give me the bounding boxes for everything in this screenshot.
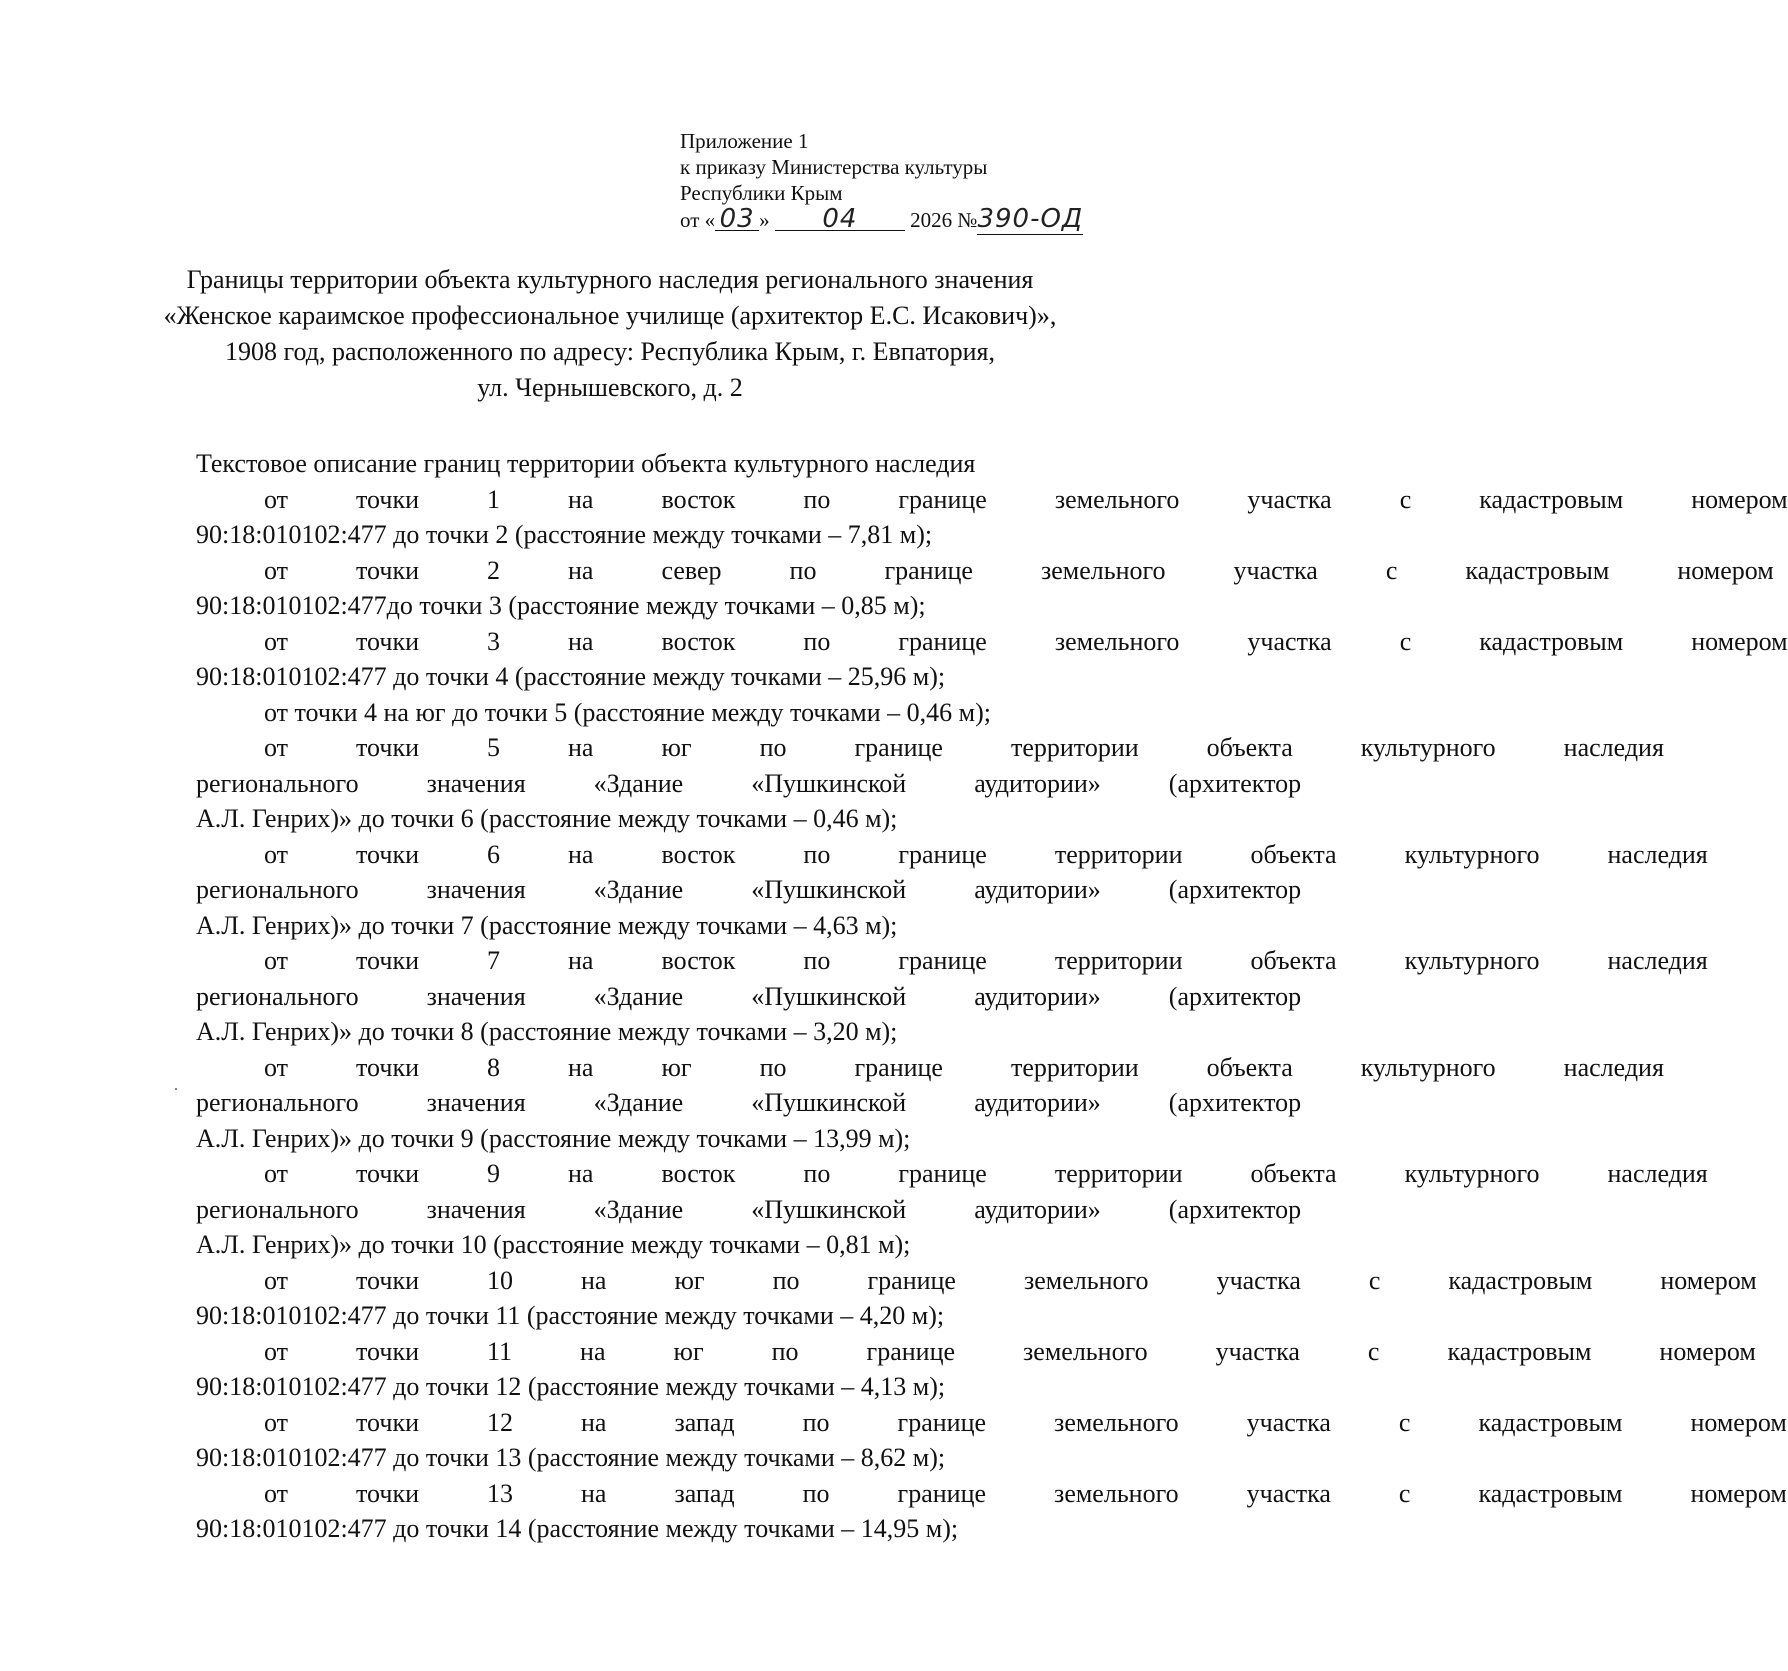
word: границе <box>897 1478 987 1508</box>
word: восток <box>661 839 736 869</box>
word: земельного <box>1040 555 1166 585</box>
boundary-paragraph <box>128 1156 1708 1263</box>
word: от <box>264 555 289 585</box>
word: земельного <box>1054 626 1180 656</box>
boundary-paragraph <box>128 1334 1756 1405</box>
word: 13 <box>487 1478 513 1508</box>
boundary-paragraph <box>128 624 1788 695</box>
word: границе <box>854 733 943 762</box>
word: по <box>803 839 831 869</box>
word: аудитории» <box>974 981 1101 1011</box>
word: по <box>759 733 787 762</box>
word: с <box>1399 484 1412 514</box>
word: восток <box>661 626 736 656</box>
word: культурного <box>1404 946 1540 975</box>
scan-speck <box>175 1088 177 1090</box>
word: номером <box>1691 484 1788 514</box>
word: участка <box>1246 1478 1331 1508</box>
word: наследия <box>1607 1159 1708 1188</box>
boundary-paragraph <box>128 1263 1757 1334</box>
word: на <box>568 1159 594 1188</box>
word: от <box>264 484 289 514</box>
word: территории <box>1010 1052 1139 1082</box>
paragraph-line: А.Л. Генрих)» до точки 6 (расстояние между точками – 0,46 м); <box>196 804 898 833</box>
word: восток <box>661 1159 736 1188</box>
paragraph-line-justified <box>128 1050 1664 1086</box>
word: номером <box>1660 1265 1757 1295</box>
paragraph-line-justified <box>128 624 1788 660</box>
word: (архитектор <box>1168 875 1302 904</box>
word: восток <box>661 946 736 975</box>
word: 2 <box>487 555 500 585</box>
paragraph-line: 90:18:010102:477 до точки 13 (расстояние между точками – 8,62 м); <box>196 1443 946 1472</box>
word: на <box>581 1478 607 1508</box>
word: кадастровым <box>1478 1478 1623 1508</box>
word: на <box>568 484 594 514</box>
paragraph-line: 90:18:010102:477до точки 3 (расстояние между точками – 0,85 м); <box>196 591 926 620</box>
boundary-paragraph <box>128 1050 1664 1157</box>
word: на <box>580 1336 606 1366</box>
word: 6 <box>487 839 500 869</box>
word: кадастровым <box>1448 1265 1593 1295</box>
word: (архитектор <box>1168 1194 1302 1224</box>
word: с <box>1398 1407 1411 1437</box>
word: границе <box>898 839 987 869</box>
word: земельного <box>1054 1478 1179 1508</box>
word: участка <box>1247 626 1332 656</box>
paragraph-line: 90:18:010102:477 до точки 4 (расстояние между точками – 25,96 м); <box>196 662 946 691</box>
word: наследия <box>1607 839 1708 869</box>
word: номером <box>1691 626 1788 656</box>
word: юг <box>674 1265 705 1295</box>
paragraph-line: 90:18:010102:477 до точки 12 (расстояние между точками – 4,13 м); <box>196 1372 946 1401</box>
word: кадастровым <box>1479 626 1624 656</box>
word: номером <box>1690 1407 1787 1437</box>
word: объекта <box>1250 1159 1337 1188</box>
appendix-date-line <box>680 206 1083 233</box>
word: «Здание <box>593 875 684 904</box>
word: по <box>771 1336 799 1366</box>
word: регионального <box>196 1194 359 1224</box>
word: номером <box>1690 1478 1787 1508</box>
paragraph-line-justified <box>128 1192 1302 1228</box>
paragraph-line-justified <box>128 766 1302 802</box>
word: на <box>581 1265 607 1295</box>
word: с <box>1368 1265 1381 1295</box>
word: регионального <box>196 1088 359 1117</box>
paragraph-line-justified <box>128 1476 1787 1512</box>
word: кадастровым <box>1465 555 1610 585</box>
word: 8 <box>487 1052 500 1082</box>
word: «Здание <box>593 768 684 798</box>
word: «Пушкинской <box>751 1088 907 1117</box>
word: земельного <box>1054 484 1180 514</box>
word: по <box>803 946 831 975</box>
word: аудитории» <box>974 768 1101 798</box>
word: значения <box>426 875 526 904</box>
word: от <box>264 1159 289 1188</box>
boundary-paragraph <box>128 837 1708 944</box>
word: номером <box>1677 555 1774 585</box>
paragraph-line: 90:18:010102:477 до точки 11 (расстояние между точками – 4,20 м); <box>196 1301 945 1330</box>
paragraph-line: А.Л. Генрих)» до точки 8 (расстояние между точками – 3,20 м); <box>196 1017 898 1046</box>
word: наследия <box>1563 733 1664 762</box>
word: точки <box>356 555 419 585</box>
date-year: 2026 № <box>910 208 978 232</box>
word: 7 <box>487 946 500 975</box>
date-prefix: от « <box>680 208 716 232</box>
word: земельного <box>1023 1336 1148 1366</box>
word: границе <box>867 1265 956 1295</box>
paragraph-line-justified <box>128 837 1708 873</box>
word: от <box>264 733 289 762</box>
word: с <box>1398 1478 1411 1508</box>
word: значения <box>426 768 526 798</box>
paragraph-line: А.Л. Генрих)» до точки 9 (расстояние между точками – 13,99 м); <box>196 1123 911 1153</box>
word: юг <box>661 733 692 762</box>
paragraph-line-justified <box>128 872 1302 908</box>
word: на <box>581 1407 607 1437</box>
word: с <box>1399 626 1412 656</box>
word: 10 <box>487 1265 513 1295</box>
word: регионального <box>196 768 359 798</box>
boundary-paragraph <box>128 730 1664 837</box>
word: от <box>264 1336 289 1366</box>
word: «Пушкинской <box>751 1194 907 1224</box>
word: по <box>772 1265 800 1295</box>
word: границе <box>898 484 987 514</box>
word: границе <box>884 555 973 585</box>
paragraph-line-justified <box>128 1405 1787 1441</box>
word: по <box>789 555 817 585</box>
word: значения <box>426 1088 526 1117</box>
word: участка <box>1246 1407 1331 1437</box>
boundary-paragraph <box>128 695 1103 731</box>
word: границе <box>854 1052 943 1082</box>
word: на <box>568 733 594 762</box>
boundary-paragraph <box>128 482 1788 553</box>
word: (архитектор <box>1168 768 1302 798</box>
word: «Пушкинской <box>751 981 907 1011</box>
word: от <box>264 1265 289 1295</box>
boundary-paragraph <box>128 1476 1787 1547</box>
appendix-block <box>680 128 1083 233</box>
word: кадастровым <box>1447 1336 1592 1366</box>
word: аудитории» <box>974 1194 1101 1224</box>
word: точки <box>356 1159 419 1188</box>
word: юг <box>661 1052 692 1082</box>
paragraph-line-justified <box>128 943 1708 979</box>
word: на <box>568 946 594 975</box>
word: по <box>802 1478 830 1508</box>
word: точки <box>356 839 419 869</box>
word: 1 <box>487 484 500 514</box>
word: объекта <box>1206 1052 1293 1082</box>
word: «Здание <box>593 981 684 1011</box>
word: границе <box>898 1159 987 1188</box>
word: номером <box>1659 1336 1756 1366</box>
paragraph-line: А.Л. Генрих)» до точки 10 (расстояние между точками – 0,81 м); <box>196 1230 911 1259</box>
word: кадастровым <box>1478 1407 1623 1437</box>
word: точки <box>356 484 419 514</box>
boundary-paragraph <box>128 1405 1787 1476</box>
boundary-paragraph <box>128 553 1774 624</box>
word: объекта <box>1250 946 1337 975</box>
word: территории <box>1010 733 1139 762</box>
word: по <box>803 1159 831 1188</box>
document-title <box>130 262 1090 406</box>
word: культурного <box>1404 839 1540 869</box>
word: точки <box>356 1265 419 1295</box>
word: юг <box>673 1336 704 1366</box>
word: точки <box>356 733 419 762</box>
paragraph-line-justified <box>128 979 1302 1015</box>
word: «Пушкинской <box>751 875 907 904</box>
word: с <box>1385 555 1398 585</box>
word: точки <box>356 1478 419 1508</box>
word: границе <box>866 1336 956 1366</box>
word: от <box>264 1407 289 1437</box>
paragraph-line-justified <box>128 1156 1708 1192</box>
word: аудитории» <box>974 875 1101 904</box>
boundary-paragraph <box>128 943 1708 1050</box>
word: наследия <box>1563 1052 1664 1082</box>
word: точки <box>356 946 419 975</box>
word: земельного <box>1054 1407 1179 1437</box>
word: точки <box>356 1407 419 1437</box>
word: запад <box>674 1407 735 1437</box>
order-number-handwritten: 390-ОД <box>977 204 1084 234</box>
word: на <box>568 626 594 656</box>
word: запад <box>674 1478 735 1508</box>
paragraph-line: А.Л. Генрих)» до точки 7 (расстояние между точками – 4,63 м); <box>196 910 898 940</box>
word: территории <box>1054 946 1183 975</box>
word: культурного <box>1360 733 1496 762</box>
paragraph-line: от точки 4 на юг до точки 5 (расстояние между точками – 0,46 м); <box>264 697 991 727</box>
word: по <box>803 626 831 656</box>
word: от <box>264 946 289 975</box>
appendix-title: Приложение 1 <box>680 129 809 153</box>
word: участка <box>1233 555 1318 585</box>
word: наследия <box>1607 946 1708 975</box>
word: на <box>568 839 594 869</box>
word: кадастровым <box>1479 484 1624 514</box>
word: восток <box>661 484 736 514</box>
word: объекта <box>1206 733 1293 762</box>
date-day-handwritten: 03 <box>715 208 759 231</box>
word: земельного <box>1023 1265 1149 1295</box>
word: границе <box>898 946 987 975</box>
word: точки <box>356 1336 419 1366</box>
word: границе <box>898 626 987 656</box>
word: на <box>568 1052 594 1082</box>
paragraph-line-justified <box>128 553 1774 589</box>
paragraph-line: 90:18:010102:477 до точки 14 (расстояние между точками – 14,95 м); <box>196 1514 959 1543</box>
word: участка <box>1216 1265 1301 1295</box>
word: от <box>264 1478 289 1508</box>
word: регионального <box>196 981 359 1011</box>
title-line-2: «Женское караимское профессиональное училище (архитектор Е.С. Исакович)», <box>163 301 1057 330</box>
word: 12 <box>487 1407 513 1437</box>
word: «Здание <box>593 1088 684 1117</box>
title-line-3: 1908 год, расположенного по адресу: Республика Крым, г. Евпатория, <box>225 337 995 366</box>
word: точки <box>356 1052 419 1082</box>
word: 11 <box>487 1336 513 1366</box>
word: от <box>264 839 289 869</box>
word: культурного <box>1360 1052 1496 1082</box>
word: участка <box>1215 1336 1300 1366</box>
word: значения <box>426 1194 526 1224</box>
word: (архитектор <box>1168 1088 1302 1117</box>
word: от <box>264 626 289 656</box>
paragraph-line-justified <box>128 1085 1302 1121</box>
paragraph-line-justified <box>128 730 1664 766</box>
appendix-ministry: Республики Крым <box>680 181 843 205</box>
word: от <box>264 1052 289 1082</box>
word: объекта <box>1250 839 1337 869</box>
title-line-4: ул. Чернышевского, д. 2 <box>477 373 743 402</box>
word: участка <box>1247 484 1332 514</box>
word: точки <box>356 626 419 656</box>
paragraph-list <box>128 482 1788 1547</box>
word: по <box>803 484 831 514</box>
word: аудитории» <box>974 1088 1101 1117</box>
word: по <box>759 1052 787 1082</box>
word: культурного <box>1404 1159 1540 1188</box>
paragraph-line: 90:18:010102:477 до точки 2 (расстояние между точками – 7,81 м); <box>196 520 933 549</box>
appendix-order-ref: к приказу Министерства культуры <box>680 155 988 179</box>
word: 9 <box>487 1159 500 1188</box>
word: север <box>661 555 722 585</box>
boundary-description <box>128 446 1788 1547</box>
word: территории <box>1054 839 1183 869</box>
word: границе <box>897 1407 987 1437</box>
word: территории <box>1054 1159 1183 1188</box>
word: «Пушкинской <box>751 768 907 798</box>
title-line-1: Границы территории объекта культурного наследия регионального значения <box>186 265 1034 294</box>
date-day-suffix: » <box>759 208 770 232</box>
word: значения <box>426 981 526 1011</box>
date-month-handwritten: 04 <box>775 208 905 231</box>
word: 5 <box>487 733 500 762</box>
paragraph-line-justified <box>128 1334 1756 1370</box>
word: по <box>802 1407 830 1437</box>
word: (архитектор <box>1168 981 1302 1011</box>
word: «Здание <box>593 1194 684 1224</box>
paragraph-line-justified <box>128 482 1788 518</box>
word: на <box>568 555 594 585</box>
word: с <box>1367 1336 1380 1366</box>
word: регионального <box>196 875 359 904</box>
word: 3 <box>487 626 500 656</box>
paragraph-line-justified <box>128 1263 1757 1299</box>
subheading: Текстовое описание границ территории объекта культурного наследия <box>196 449 976 478</box>
